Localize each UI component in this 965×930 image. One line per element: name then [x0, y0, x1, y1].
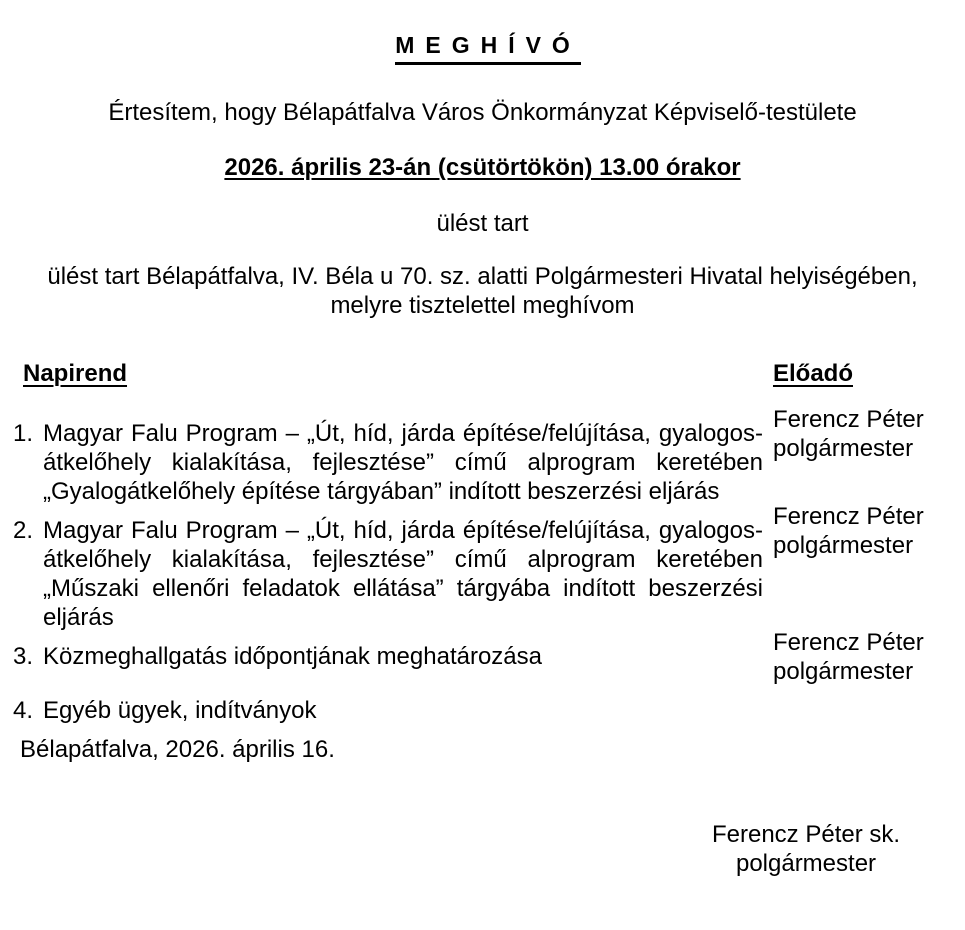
agenda-item-number: 3.	[13, 643, 34, 670]
title-row	[0, 31, 965, 65]
document-title: MEGHÍVÓ	[395, 32, 581, 65]
presenter-name: Ferencz Péter	[773, 503, 924, 530]
agenda-item-text: Magyar Falu Program – „Út, híd, járda építése/felújítása, gyalogos-átkelőhely kialakítása, fejlesztése” című alprogram keretében „Gyalogátkelőhely építése tárgyában” indított beszerzési eljárás	[43, 420, 763, 505]
signature-title: polgármester	[735, 850, 877, 877]
presenter-heading: Előadó	[772, 360, 853, 387]
column-headers	[0, 359, 965, 388]
agenda-list	[0, 406, 965, 725]
agenda-item-text: Magyar Falu Program – „Út, híd, járda építése/felújítása, gyalogos-átkelőhely kialakítása, fejlesztése” című alprogram keretében „Műszaki ellenőri feladatok ellátása” tárgyába indított beszerzési eljárás	[43, 517, 763, 631]
agenda-item-number: 1.	[13, 420, 34, 447]
agenda-item-text: Egyéb ügyek, indítványok	[43, 697, 317, 724]
meeting-datetime: 2026. április 23-án (csütörtökön) 13.00 órakor	[224, 154, 741, 181]
location-paragraph: ülést tart Bélapátfalva, IV. Béla u 70. sz. alatti Polgármesteri Hivatal helyiségében, melyre tisztelettel meghívom	[47, 263, 918, 319]
agenda-item-presenter	[773, 502, 924, 560]
signature-name: Ferencz Péter sk.	[711, 821, 901, 848]
presenter-name: Ferencz Péter	[773, 629, 924, 656]
closing-date-line: Bélapátfalva, 2026. április 16.	[20, 736, 335, 763]
session-line: ülést tart	[436, 210, 529, 237]
agenda-item-row-4	[13, 696, 965, 725]
agenda-item-presenter	[773, 405, 924, 463]
agenda-item-row-3	[13, 629, 965, 686]
signature-block	[650, 820, 962, 878]
agenda-heading: Napirend	[23, 360, 128, 387]
agenda-item-text: Közmeghallgatás időpontjának meghatározása	[43, 643, 542, 670]
meeting-datetime-row	[0, 153, 965, 182]
agenda-item-presenter	[773, 628, 924, 686]
presenter-title: polgármester	[773, 435, 914, 462]
agenda-item-row-1	[13, 406, 965, 506]
agenda-item-number: 2.	[13, 517, 34, 544]
presenter-name: Ferencz Péter	[773, 406, 924, 433]
presenter-title: polgármester	[773, 532, 914, 559]
agenda-item-row-2	[13, 503, 965, 632]
presenter-title: polgármester	[773, 658, 914, 685]
intro-paragraph: Értesítem, hogy Bélapátfalva Város Önkormányzat Képviselő-testülete	[108, 99, 857, 126]
meeting-invitation-document	[0, 31, 965, 878]
agenda-item-number: 4.	[13, 697, 34, 724]
